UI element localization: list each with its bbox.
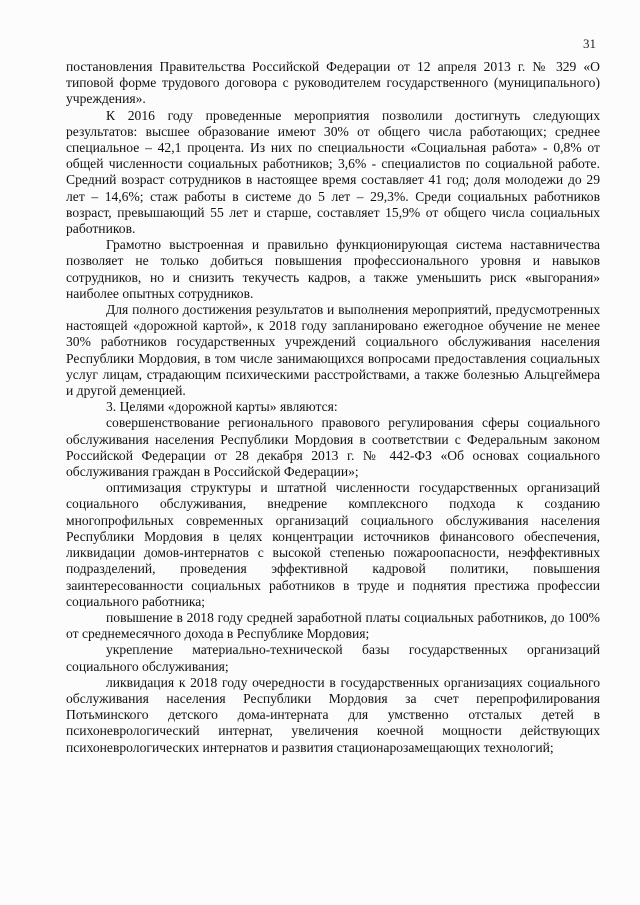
list-item: повышение в 2018 году средней заработной платы социальных работников, до 100% от среднемесячного дохода в Республике Мордовия; — [66, 609, 600, 642]
list-item: укрепление материально-технической базы государственных организаций социального обслуживания; — [66, 642, 600, 674]
paragraph: Грамотно выстроенная и правильно функционирующая система наставничества позволяет не только добиться повышения профессионального уровня и навыков сотрудников, но и снизить текучесть кадров, а также уменьшить риск «выгорания» наиболее опытных сотрудников. — [66, 237, 600, 301]
paragraph: Для полного достижения результатов и выполнения мероприятий, предусмотренных настоящей «дорожной картой», к 2018 году запланировано ежегодное обучение не менее 30% работников государственных учреждений социального обслуживания населения Республики Мордовия, в том числе занимающихся вопросами предоставления социальных услуг лицам, страдающим психическими расстройствами, а также болезнью Альцгеймера и другой деменцией. — [66, 302, 600, 399]
list-item: ликвидация к 2018 году очередности в государственных организациях социального обслуживания населения Республики Мордовия за счет перепрофилирования Потьминского детского дома-интерната для умственно отсталых детей в психоневрологический интернат, увеличения коечной мощности действующих психоневрологических интернатов и развития стационарозамещающих технологий; — [66, 674, 600, 755]
list-item: совершенствование регионального правового регулирования сферы социального обслуживания населения Республики Мордовия в соответствии с Федеральным законом Российской Федерации от 28 декабря 2013 г. № 442-ФЗ «Об основах социального обслуживания граждан в Российской Федерации»; — [66, 415, 600, 480]
list-item: оптимизация структуры и штатной численности государственных организаций социального обслуживания, внедрение комплексного подхода к созданию многопрофильных современных организаций социального обслуживания населения Республики Мордовия в целях концентрации источников финансового обеспечения, ликвидации домов-интернатов с высокой степенью пожароопасности, неэффективных подразделений, проведения эффективной кадровой политики, повышения заинтересованности социальных работников в труде и поднятия престижа профессии социального работника; — [66, 480, 600, 609]
section-heading: 3. Целями «дорожной карты» являются: — [106, 399, 338, 415]
paragraph: К 2016 году проведенные мероприятия позволили достигнуть следующих результатов: высшее образование имеют 30% от общего числа работающих; среднее специальное – 42,1 процента. Из них по специальности «Социальная работа» - 0,8% от общей численности социальных работников; 3,6% - специалистов по социальной работе. Средний возраст сотрудников в настоящее время составляет 41 год; доля молодежи до 29 лет – 14,6%; стаж работы в системе до 5 лет – 29,3%. Среди социальных работников возраст, превышающий 55 лет и старше, составляет 15,9% от общего числа социальных работников. — [66, 107, 600, 237]
page-number: 31 — [583, 36, 596, 51]
paragraph: постановления Правительства Российской Федерации от 12 апреля 2013 г. № 329 «О типовой форме трудового договора с руководителем государственного (муниципального) учреждения». — [66, 59, 600, 107]
document-body — [66, 59, 600, 756]
